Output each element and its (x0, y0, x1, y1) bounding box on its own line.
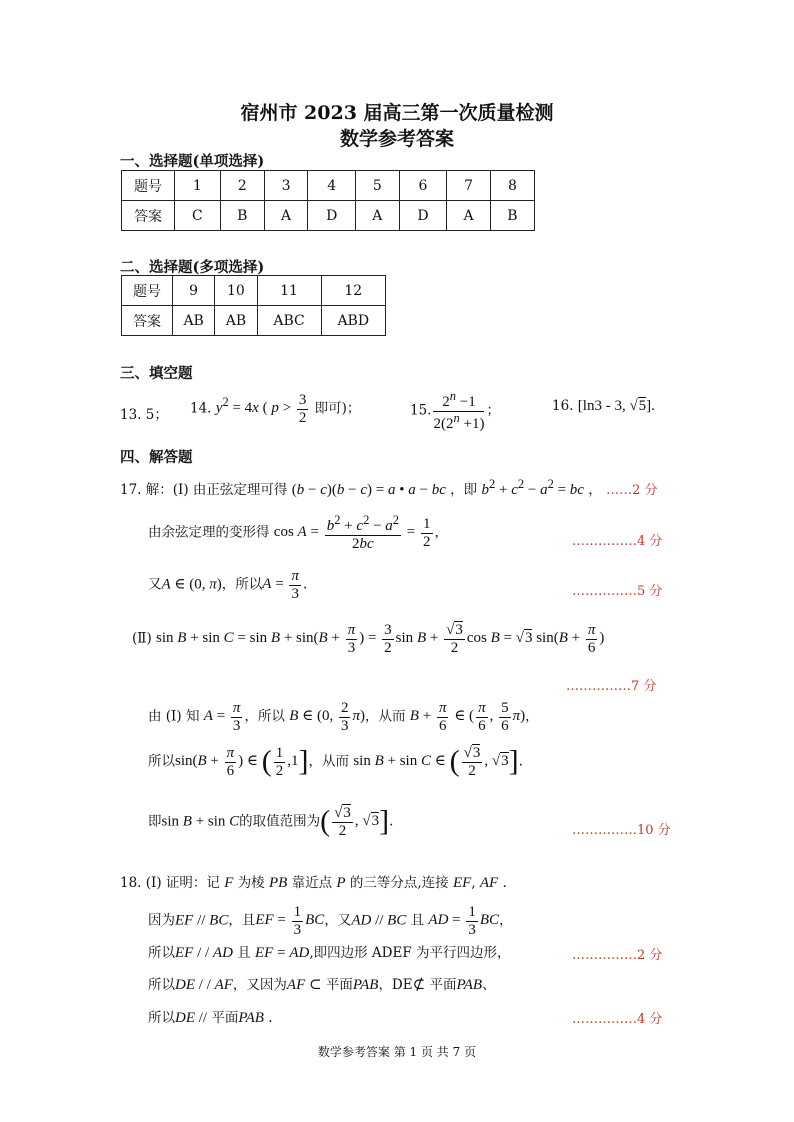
score-marker: ……………4 分 (572, 1012, 663, 1027)
table-cell: A (447, 201, 490, 231)
score-marker: ……………7 分 (566, 679, 657, 694)
answer-16-label: 16. (552, 398, 574, 414)
q17-line7: 所以sin(B + $\frac{\pi}{6}$ ) ∈ ( $\frac{1}{2}$ ,1]，从而 sin B + sin C ∈ ( $\frac{√3}{2}$ , √3]. (148, 745, 523, 779)
q18-line2-also: ，又 (324, 912, 352, 929)
q18-line2: 因为EF // BC，且EF = $\frac{1}{3}$ BC，又AD // BC 且 AD = $\frac{1}{3}$ BC， (148, 904, 513, 938)
answer-13: 13. 5； (120, 407, 168, 423)
q18-line3-text: 所以 (148, 945, 175, 961)
section-single-choice: 一、选择题(单项选择) (120, 153, 265, 170)
table-header-cell: 答案 (122, 306, 173, 336)
q18-line5-plane: 平面 (211, 1010, 239, 1026)
q18-line5: 所以DE // 平面PAB . (148, 1010, 273, 1026)
q17-line3: 又A ∈ (0, π)，所以A = $\frac{\pi}{3}$ . (148, 568, 308, 602)
q18-line1: 18. (Ⅰ) 证明：记 F 为棱 PB 靠近点 P 的三等分点,连接 EF, AF . (120, 875, 507, 891)
q18-line4-text: 所以 (148, 977, 175, 993)
table-cell: AB (215, 306, 257, 336)
q17-line6-mid: ，所以 (244, 708, 285, 725)
q17-line2-text: 由余弦定理的变形得 (148, 524, 270, 541)
q18-line2-and: ，且 (228, 912, 256, 929)
table-header-cell: 题号 (122, 171, 175, 201)
table-row (122, 201, 535, 231)
q17-line8: 即sin B + sin C的取值范围为( $\frac{√3}{2}$ , √3]. (148, 805, 394, 839)
q17-line3-mid: ，所以 (221, 576, 263, 593)
answer-15-label: 15. (410, 402, 432, 419)
q17-line3-text: 又 (148, 576, 162, 593)
q18-line3-qie: 且 (237, 945, 251, 961)
score-marker: ……………10 分 (572, 823, 671, 838)
q17-intro: 17. 解：(Ⅰ) 由正弦定理可得 (120, 482, 288, 498)
q18-line3: 所以EF / / AD 且 EF = AD,即四边形 ADEF 为平行四边形， (148, 945, 511, 961)
q17-line8-text: 即 (148, 813, 162, 830)
table-cell: A (356, 201, 399, 231)
q18-intro-mid: 为棱 (237, 875, 265, 891)
table-cell: B (220, 201, 264, 231)
q18-intro-end: 的三等分点,连接 (349, 875, 449, 891)
score-marker: ……………2 分 (572, 948, 663, 963)
q18-intro-mid2: 靠近点 (291, 875, 333, 891)
table-row (122, 276, 386, 306)
table-cell: 5 (356, 171, 399, 201)
table-cell: C (175, 201, 221, 231)
table-cell: D (399, 201, 447, 231)
table-cell: 11 (257, 276, 321, 306)
multi-choice-table (121, 275, 386, 336)
q18-line3-end: ,即四边形 ADEF 为平行四边形， (309, 945, 511, 961)
table-header-cell: 答案 (122, 201, 175, 231)
score-marker: ……2 分 (606, 483, 658, 498)
q18-line4-plane2: 平面 (429, 977, 457, 993)
q18-intro: 18. (Ⅰ) 证明：记 (120, 875, 220, 891)
q17-line6-text: 由 (Ⅰ) 知 (148, 708, 200, 725)
q18-line4-plane: 平面 (325, 977, 353, 993)
q17-line6: 由 (Ⅰ) 知 A = $\frac{\pi}{3}$ ，所以 B ∈ (0, $\frac{2}{3}$ π)，从而 B + $\frac{\pi}{6}$ ∈ ( $\frac{\pi}{6}$ , $\frac{5}{6}$ π)， (148, 700, 539, 734)
single-choice-table (121, 170, 535, 231)
table-cell: ABD (321, 306, 385, 336)
q18-line4-mid: ，又因为 (232, 977, 287, 993)
q18-line2-text: 因为 (148, 912, 175, 929)
answer-14-hint: 即可)； (314, 400, 361, 417)
section-multi-choice: 二、选择题(多项选择) (120, 259, 265, 276)
q17-line2: 由余弦定理的变形得 cos A = $\frac{b^2 + c^2 - a^2}{2bc}$ = $\frac{1}{2}$ ， (148, 513, 449, 552)
table-cell: 2 (220, 171, 264, 201)
answer-16: 16. [ln3 - 3, √5]. (552, 398, 655, 414)
table-row (122, 171, 535, 201)
q18-line4-de: ，DE (378, 977, 413, 993)
page-title: 宿州市 2023 届高三第一次质量检测 (240, 102, 554, 124)
table-cell: D (308, 201, 356, 231)
q18-line4: 所以DE / / AF，又因为AF ⊂ 平面PAB，DE⊄ 平面PAB、 (148, 977, 496, 993)
table-cell: 6 (399, 171, 447, 201)
section-fill-blank: 三、填空题 (120, 365, 193, 382)
table-cell: AB (173, 306, 215, 336)
table-cell: 10 (215, 276, 257, 306)
q18-line2-qie: 且 (410, 912, 425, 929)
table-cell: 3 (264, 171, 307, 201)
table-cell: ABC (257, 306, 321, 336)
table-cell: 1 (175, 171, 221, 201)
q17-line7-text: 所以 (148, 753, 175, 770)
page-subtitle: 数学参考答案 (339, 128, 454, 150)
score-marker: ……………4 分 (572, 534, 663, 549)
table-cell: 4 (308, 171, 356, 201)
q17-line8-mid: 的取值范围为 (239, 813, 321, 830)
table-cell: 8 (490, 171, 534, 201)
table-header-cell: 题号 (122, 276, 173, 306)
answer-14: 14. $y^2 = 4x$ ( p > $\frac{3}{2}$ 即可)； (190, 392, 361, 426)
section-solutions: 四、解答题 (120, 449, 193, 466)
q18-line5-text: 所以 (148, 1010, 175, 1026)
page-footer: 数学参考答案 第 1 页 共 7 页 (317, 1045, 477, 1059)
table-row (122, 306, 386, 336)
q17-line6-mid2: ，从而 (365, 708, 406, 725)
score-marker: ……………5 分 (572, 584, 663, 599)
table-cell: 7 (447, 171, 490, 201)
table-cell: 12 (321, 276, 385, 306)
answer-14-label: 14. (190, 400, 212, 417)
q17-line1: 17. 解：(Ⅰ) 由正弦定理可得 (b − c)(b − c) = a • a − bc ，即 $b^2 + c^2 - a^2$ = bc ， ……2 分 (120, 477, 658, 498)
table-cell: B (490, 201, 534, 231)
table-cell: 9 (173, 276, 215, 306)
q17-part2-label: (Ⅱ) (132, 630, 152, 647)
table-cell: A (264, 201, 307, 231)
answer-15: 15. $\frac{2^n -1}{2(2^n +1)}$ ； (410, 389, 500, 432)
q17-line7-mid: ，从而 (308, 753, 350, 770)
q17-line4: (Ⅱ) sin B + sin C = sin B + sin(B + $\frac{\pi}{3}$ ) = $\frac{3}{2}$ sin B + $\frac{√3}{2}$ cos B = √3 sin(B + $\frac{\pi}{6}$ ) (132, 622, 605, 656)
